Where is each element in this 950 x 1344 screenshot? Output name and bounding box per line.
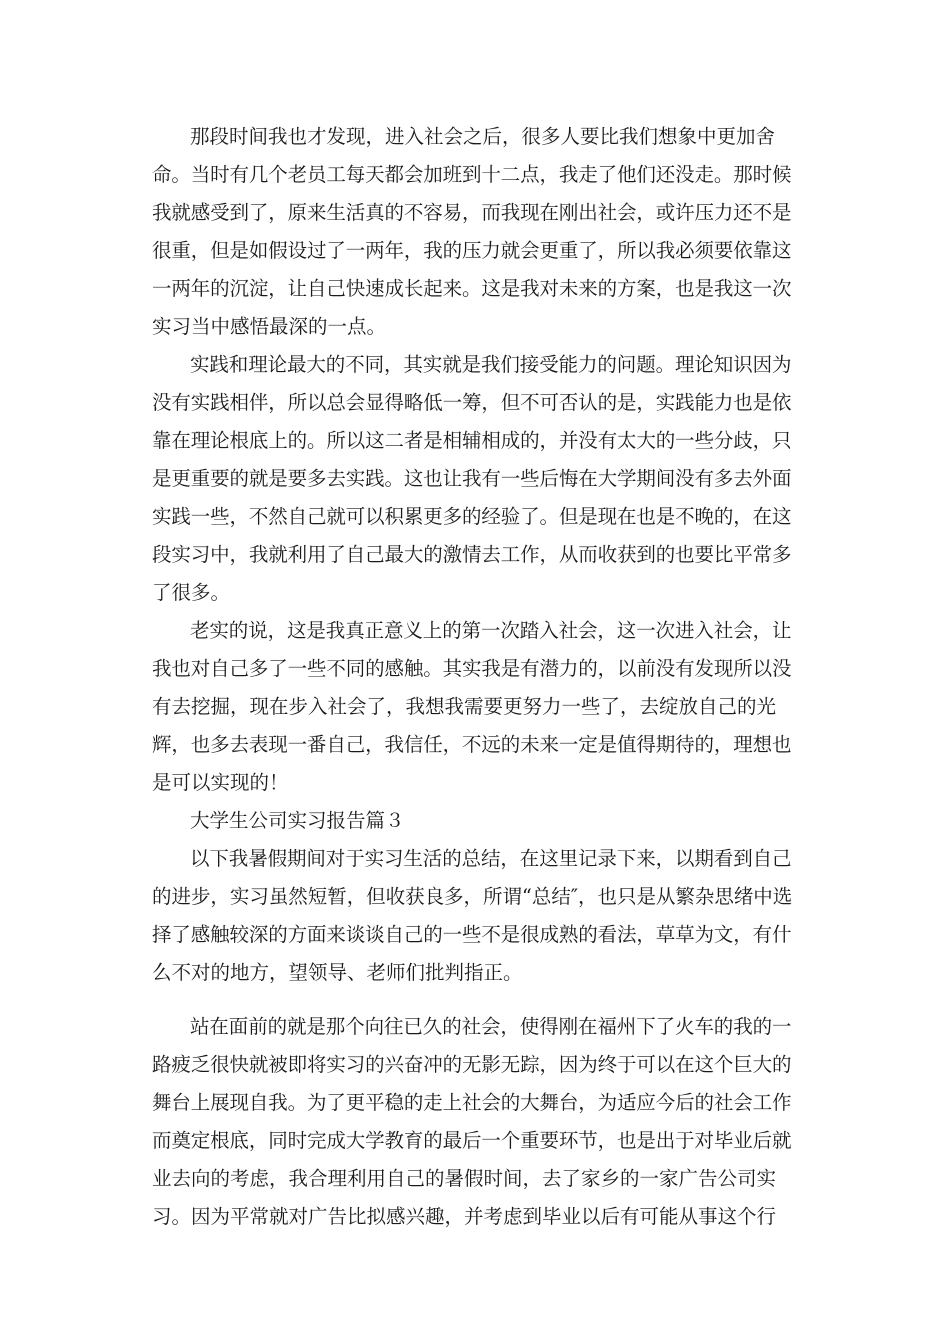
paragraph-1-line-5: 一两年的沉淀，让自己快速成长起来。这是我对未来的方案，也是我这一次 <box>152 277 792 300</box>
paragraph-4-line-1: 以下我暑假期间对于实习生活的总结，在这里记录下来，以期看到自己 <box>190 847 792 870</box>
paragraph-5-line-4: 而奠定根底，同时完成大学教育的最后一个重要环节，也是出于对毕业后就 <box>152 1129 792 1152</box>
paragraph-2-line-3: 靠在理论根底上的。所以这二者是相辅相成的，并没有太大的一些分歧，只 <box>152 429 792 452</box>
paragraph-5-line-6: 习。因为平常就对广告比拟感兴趣，并考虑到毕业以后有可能从事这个行 <box>152 1205 777 1228</box>
paragraph-3-line-3: 有去挖掘，现在步入社会了，我想我需要更努力一些了，去绽放自己的光 <box>152 695 777 718</box>
paragraph-1-line-2: 命。当时有几个老员工每天都会加班到十二点，我走了他们还没走。那时候 <box>152 163 792 186</box>
paragraph-2-line-2: 没有实践相伴，所以总会显得略低一筹，但不可否认的是，实践能力也是依 <box>152 391 792 414</box>
paragraph-4-line-2: 的进步，实习虽然短暂，但收获良多，所谓“总结″，也只是从繁杂思绪中选 <box>152 885 792 908</box>
paragraph-2-line-6: 段实习中，我就利用了自己最大的激情去工作，从而收获到的也要比平常多 <box>152 543 792 566</box>
paragraph-2-line-5: 实践一些，不然自己就可以积累更多的经验了。但是现在也是不晚的，在这 <box>152 505 792 528</box>
paragraph-5-line-1: 站在面前的就是那个向往已久的社会，使得刚在福州下了火车的我的一 <box>190 1015 792 1038</box>
paragraph-1-line-6: 实习当中感悟最深的一点。 <box>152 315 387 338</box>
paragraph-2-line-1: 实践和理论最大的不同，其实就是我们接受能力的问题。理论知识因为 <box>190 353 792 376</box>
paragraph-4-line-3: 择了感触较深的方面来谈谈自己的一些不是很成熟的看法，草草为文，有什 <box>152 923 792 946</box>
section-heading: 大学生公司实习报告篇３ <box>190 809 405 832</box>
paragraph-4-line-4: 么不对的地方，望领导、老师们批判指正。 <box>152 961 523 984</box>
paragraph-5-line-2: 路疲乏很快就被即将实习的兴奋冲的无影无踪，因为终于可以在这个巨大的 <box>152 1053 792 1076</box>
paragraph-2-line-7: 了很多。 <box>152 581 231 604</box>
paragraph-1-line-3: 我就感受到了，原来生活真的不容易，而我现在刚出社会，或许压力还不是 <box>152 201 792 224</box>
paragraph-3-line-4: 辉，也多去表现一番自己，我信任，不远的未来一定是值得期待的，理想也 <box>152 733 792 756</box>
paragraph-2-line-4: 是更重要的就是要多去实践。这也让我有一些后悔在大学期间没有多去外面 <box>152 467 792 490</box>
paragraph-3-line-1: 老实的说，这是我真正意义上的第一次踏入社会，这一次进入社会，让 <box>190 619 792 642</box>
paragraph-1-line-1: 那段时间我也才发现，进入社会之后，很多人要比我们想象中更加舍 <box>190 125 776 148</box>
paragraph-3-line-2: 我也对自己多了一些不同的感触。其实我是有潜力的，以前没有发现所以没 <box>152 657 792 680</box>
paragraph-3-line-5: 是可以实现的！ <box>152 771 289 794</box>
paragraph-1-line-4: 很重，但是如假设过了一两年，我的压力就会更重了，所以我必须要依靠这 <box>152 239 792 262</box>
paragraph-5-line-5: 业去向的考虑，我合理利用自己的暑假时间，去了家乡的一家广告公司实 <box>152 1167 777 1190</box>
paragraph-5-line-3: 舞台上展现自我。为了更平稳的走上社会的大舞台，为适应今后的社会工作 <box>152 1091 792 1114</box>
